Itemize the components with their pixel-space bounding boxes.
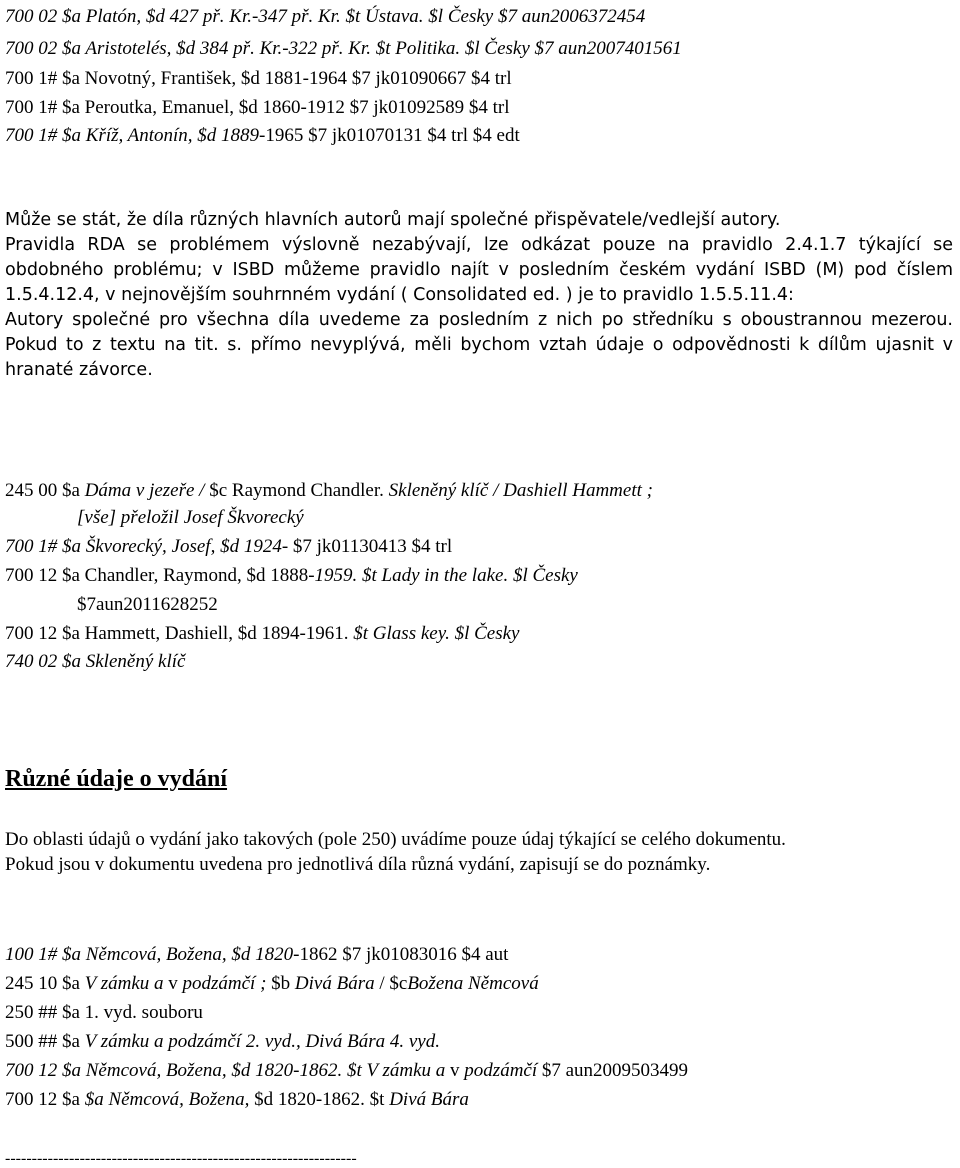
paragraph-sentence: Může se stát, že díla různých hlavních autorů mají společné přispěvatele/vedlejší autory. bbox=[5, 210, 781, 230]
marc-line: 250 ## $a 1. vyd. souboru bbox=[5, 1002, 203, 1023]
paragraph-sentence: Pokud jsou v dokumentu uvedena pro jednotlivá díla různá vydání, zapisují se do poznámky. bbox=[5, 854, 711, 875]
marc-line: 700 12 $a Hammett, Dashiell, $d 1894-1961. $t Glass key. $l Česky bbox=[5, 623, 520, 644]
dashed-divider: ------------------------------------------------------------------ bbox=[5, 1150, 357, 1167]
paragraph-sentence: Pravidla RDA se problémem výslovně nezabývají, lze odkázat pouze na pravidlo 2.4.1.7 týkající se obdobného problému; v ISBD můžeme pravidlo najít v posledním českém vydání ISBD (M) pod číslem 1.5.4.12.4, v nejnovějším souhrnném vydání ( Consolidated ed. ) je to pravidlo 1.5.5.11.4: bbox=[5, 235, 953, 305]
paragraph-sentence: Autory společné pro všechna díla uvedeme za posledním z nich po středníku s oboustrannou mezerou. Pokud to z textu na tit. s. přímo nevyplývá, měli bychom vztah údaje o odpovědnosti k dílům ujasnit v hranaté závorce. bbox=[5, 310, 953, 380]
paragraph-sentence: Do oblasti údajů o vydání jako takových (pole 250) uvádíme pouze údaj týkající se celého dokumentu. bbox=[5, 829, 786, 850]
marc-line: 740 02 $a Skleněný klíč bbox=[5, 651, 186, 672]
marc-line: 245 10 $a V zámku a v podzámčí ; $b Divá Bára / $cBožena Němcová bbox=[5, 973, 539, 994]
marc-line: 245 00 $a Dáma v jezeře / $c Raymond Chandler. Skleněný klíč / Dashiell Hammett ; bbox=[5, 480, 653, 501]
marc-line: 700 1# $a Peroutka, Emanuel, $d 1860-1912 $7 jk01092589 $4 trl bbox=[5, 97, 510, 118]
body-paragraph bbox=[5, 827, 953, 877]
marc-line: 100 1# $a Němcová, Božena, $d 1820-1862 $7 jk01083016 $4 aut bbox=[5, 944, 509, 965]
marc-line: 700 02 $a Platón, $d 427 př. Kr.-347 př. Kr. $t Ústava. $l Česky $7 aun2006372454 bbox=[5, 6, 646, 27]
marc-line: 700 1# $a Kříž, Antonín, $d 1889-1965 $7 jk01070131 $4 trl $4 edt bbox=[5, 125, 520, 146]
marc-line: 700 1# $a Novotný, František, $d 1881-1964 $7 jk01090667 $4 trl bbox=[5, 68, 512, 89]
marc-line: 700 12 $a Němcová, Božena, $d 1820-1862. $t V zámku a v podzámčí $7 aun2009503499 bbox=[5, 1060, 689, 1081]
marc-line: 500 ## $a V zámku a podzámčí 2. vyd., Divá Bára 4. vyd. bbox=[5, 1031, 440, 1052]
section-heading: Různé údaje o vydání bbox=[5, 766, 228, 792]
marc-line: 700 12 $a $a Němcová, Božena, $d 1820-1862. $t Divá Bára bbox=[5, 1089, 469, 1110]
marc-line: 700 02 $a Aristotelés, $d 384 př. Kr.-322 př. Kr. $t Politika. $l Česky $7 aun2007401561 bbox=[5, 38, 682, 59]
marc-line: 700 12 $a Chandler, Raymond, $d 1888-1959. $t Lady in the lake. $l Česky bbox=[5, 565, 578, 586]
marc-line: $7aun2011628252 bbox=[77, 594, 218, 615]
marc-line: [vše] přeložil Josef Škvorecký bbox=[77, 507, 304, 528]
marc-line: 700 1# $a Škvorecký, Josef, $d 1924- $7 jk01130413 $4 trl bbox=[5, 536, 453, 557]
body-paragraph bbox=[5, 208, 953, 383]
